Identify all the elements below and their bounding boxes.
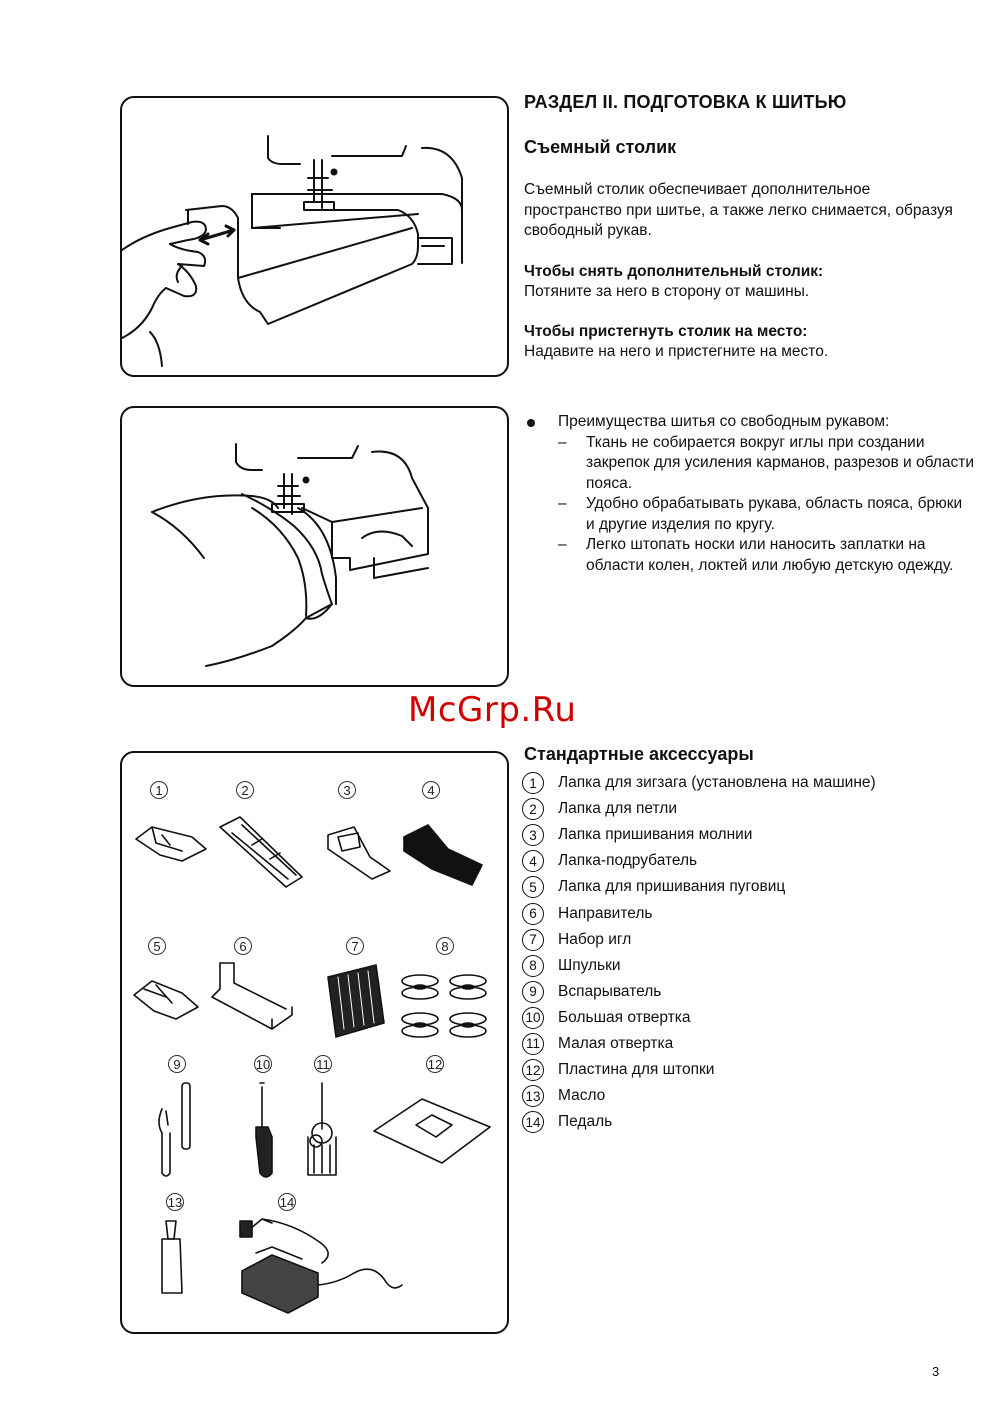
illustration-label: 8	[436, 937, 454, 955]
bobbins-icon	[402, 975, 486, 1037]
benefit-item	[524, 433, 974, 495]
item-label: Набор игл	[558, 930, 632, 948]
list-item	[522, 1057, 982, 1083]
attach-text: Надавите на него и пристегните на место.	[524, 343, 829, 360]
dash-icon: –	[558, 433, 567, 451]
benefit-item	[524, 494, 974, 535]
illustration-label: 3	[338, 781, 356, 799]
accessories-illustration	[122, 753, 509, 1334]
item-label: Малая отвертка	[558, 1034, 674, 1052]
needle-set-icon	[328, 965, 384, 1037]
list-item	[522, 796, 982, 822]
list-item	[522, 770, 982, 796]
dash-icon: –	[558, 495, 567, 512]
item-label: Лапка для пришивания пуговиц	[558, 878, 786, 896]
number-badge: 9	[522, 981, 544, 1003]
item-label: Пластина для штопки	[558, 1061, 715, 1079]
remove-heading: Чтобы снять дополнительный столик:	[524, 263, 824, 280]
list-item	[522, 1083, 982, 1109]
list-item	[522, 953, 982, 979]
illustration-label: 13	[167, 1194, 183, 1210]
illustration-label: 12	[427, 1056, 443, 1072]
removable-table-intro: Съемный столик обеспечивает дополнительное пространство при шитье, а также легко снимается, образуя свободный рукав.	[524, 181, 953, 239]
list-item	[522, 927, 982, 953]
small-screwdriver-icon	[308, 1083, 336, 1175]
foot-pedal-icon	[240, 1219, 402, 1313]
list-item	[522, 1031, 982, 1057]
item-label: Шпульки	[558, 956, 621, 974]
list-item	[522, 822, 982, 848]
number-badge: 2	[522, 798, 544, 820]
number-badge: 7	[522, 929, 544, 951]
accessories-heading: Стандартные аксессуары	[524, 744, 754, 764]
number-badge: 14	[522, 1111, 544, 1133]
attach-heading: Чтобы пристегнуть столик на место:	[524, 323, 808, 340]
item-label: Масло	[558, 1087, 606, 1105]
number-badge: 6	[522, 903, 544, 925]
seam-ripper-icon	[159, 1083, 190, 1176]
benefit-text: Легко штопать носки или наносить заплатки на области колен, локтей или любую детскую одежду.	[586, 536, 954, 574]
illustration-label: 2	[236, 781, 254, 799]
accessories-list	[522, 770, 982, 1135]
number-badge: 1	[522, 772, 544, 794]
free-arm-illustration	[122, 408, 509, 687]
free-arm-benefits	[524, 412, 974, 576]
removable-table-illustration	[122, 98, 509, 377]
large-screwdriver-icon	[256, 1083, 272, 1177]
number-badge: 8	[522, 955, 544, 977]
section-title: РАЗДЕЛ II. ПОДГОТОВКА К ШИТЬЮ	[524, 92, 847, 112]
figure-accessories	[120, 751, 509, 1334]
darning-plate-icon	[374, 1099, 490, 1163]
illustration-label: 1	[150, 781, 168, 799]
figure-removable-table	[120, 96, 509, 377]
number-badge: 10	[522, 1007, 544, 1029]
item-label: Лапка для зигзага (установлена на машине)	[558, 774, 876, 792]
seam-guide-icon	[212, 963, 292, 1029]
zigzag-foot-icon	[136, 827, 206, 861]
item-label: Направитель	[558, 904, 653, 922]
item-label: Лапка пришивания молнии	[558, 826, 753, 844]
illustration-label: 7	[346, 937, 364, 955]
list-item	[522, 874, 982, 900]
benefit-text: Удобно обрабатывать рукава, область пояса, брюки и другие изделия по кругу.	[586, 495, 963, 533]
list-item	[522, 979, 982, 1005]
remove-text: Потяните за него в сторону от машины.	[524, 283, 810, 300]
number-badge: 11	[522, 1033, 544, 1055]
benefits-heading: Преимущества шитья со свободным рукавом:	[558, 413, 890, 430]
benefits-bullet	[524, 412, 974, 433]
figure-free-arm	[120, 406, 509, 687]
illustration-label: 14	[279, 1194, 295, 1210]
illustration-label: 4	[422, 781, 440, 799]
list-item	[522, 900, 982, 926]
number-badge: 5	[522, 876, 544, 898]
buttonhole-foot-icon	[220, 817, 302, 887]
illustration-label: 5	[148, 937, 166, 955]
oil-bottle-icon	[162, 1221, 182, 1293]
benefit-text: Ткань не собирается вокруг иглы при создании закрепок для усиления карманов, разрезов и области пояса.	[586, 433, 974, 492]
illustration-label: 11	[314, 1055, 332, 1073]
bullet-dot-icon	[527, 419, 535, 427]
illustration-label: 10	[255, 1056, 271, 1072]
removable-table-heading: Съемный столик	[524, 137, 677, 157]
list-item	[522, 848, 982, 874]
list-item	[522, 1005, 982, 1031]
list-item	[522, 1109, 982, 1135]
benefit-item	[524, 535, 974, 576]
number-badge: 4	[522, 850, 544, 872]
item-label: Педаль	[558, 1113, 613, 1131]
item-label: Большая отвертка	[558, 1008, 691, 1026]
number-badge: 3	[522, 824, 544, 846]
dash-icon: –	[558, 536, 567, 553]
button-sewing-foot-icon	[134, 981, 198, 1019]
item-label: Лапка для петли	[558, 800, 677, 818]
page-number: 3	[932, 1364, 940, 1379]
hemmer-foot-icon	[404, 825, 482, 885]
illustration-label: 9	[168, 1055, 186, 1073]
illustration-label: 6	[234, 937, 252, 955]
item-label: Лапка-подрубатель	[558, 852, 698, 870]
number-badge: 12	[522, 1059, 544, 1081]
watermark: McGrp.Ru	[408, 690, 577, 730]
zipper-foot-icon	[328, 827, 390, 879]
item-label: Вспарыватель	[558, 982, 662, 1000]
number-badge: 13	[522, 1085, 544, 1107]
